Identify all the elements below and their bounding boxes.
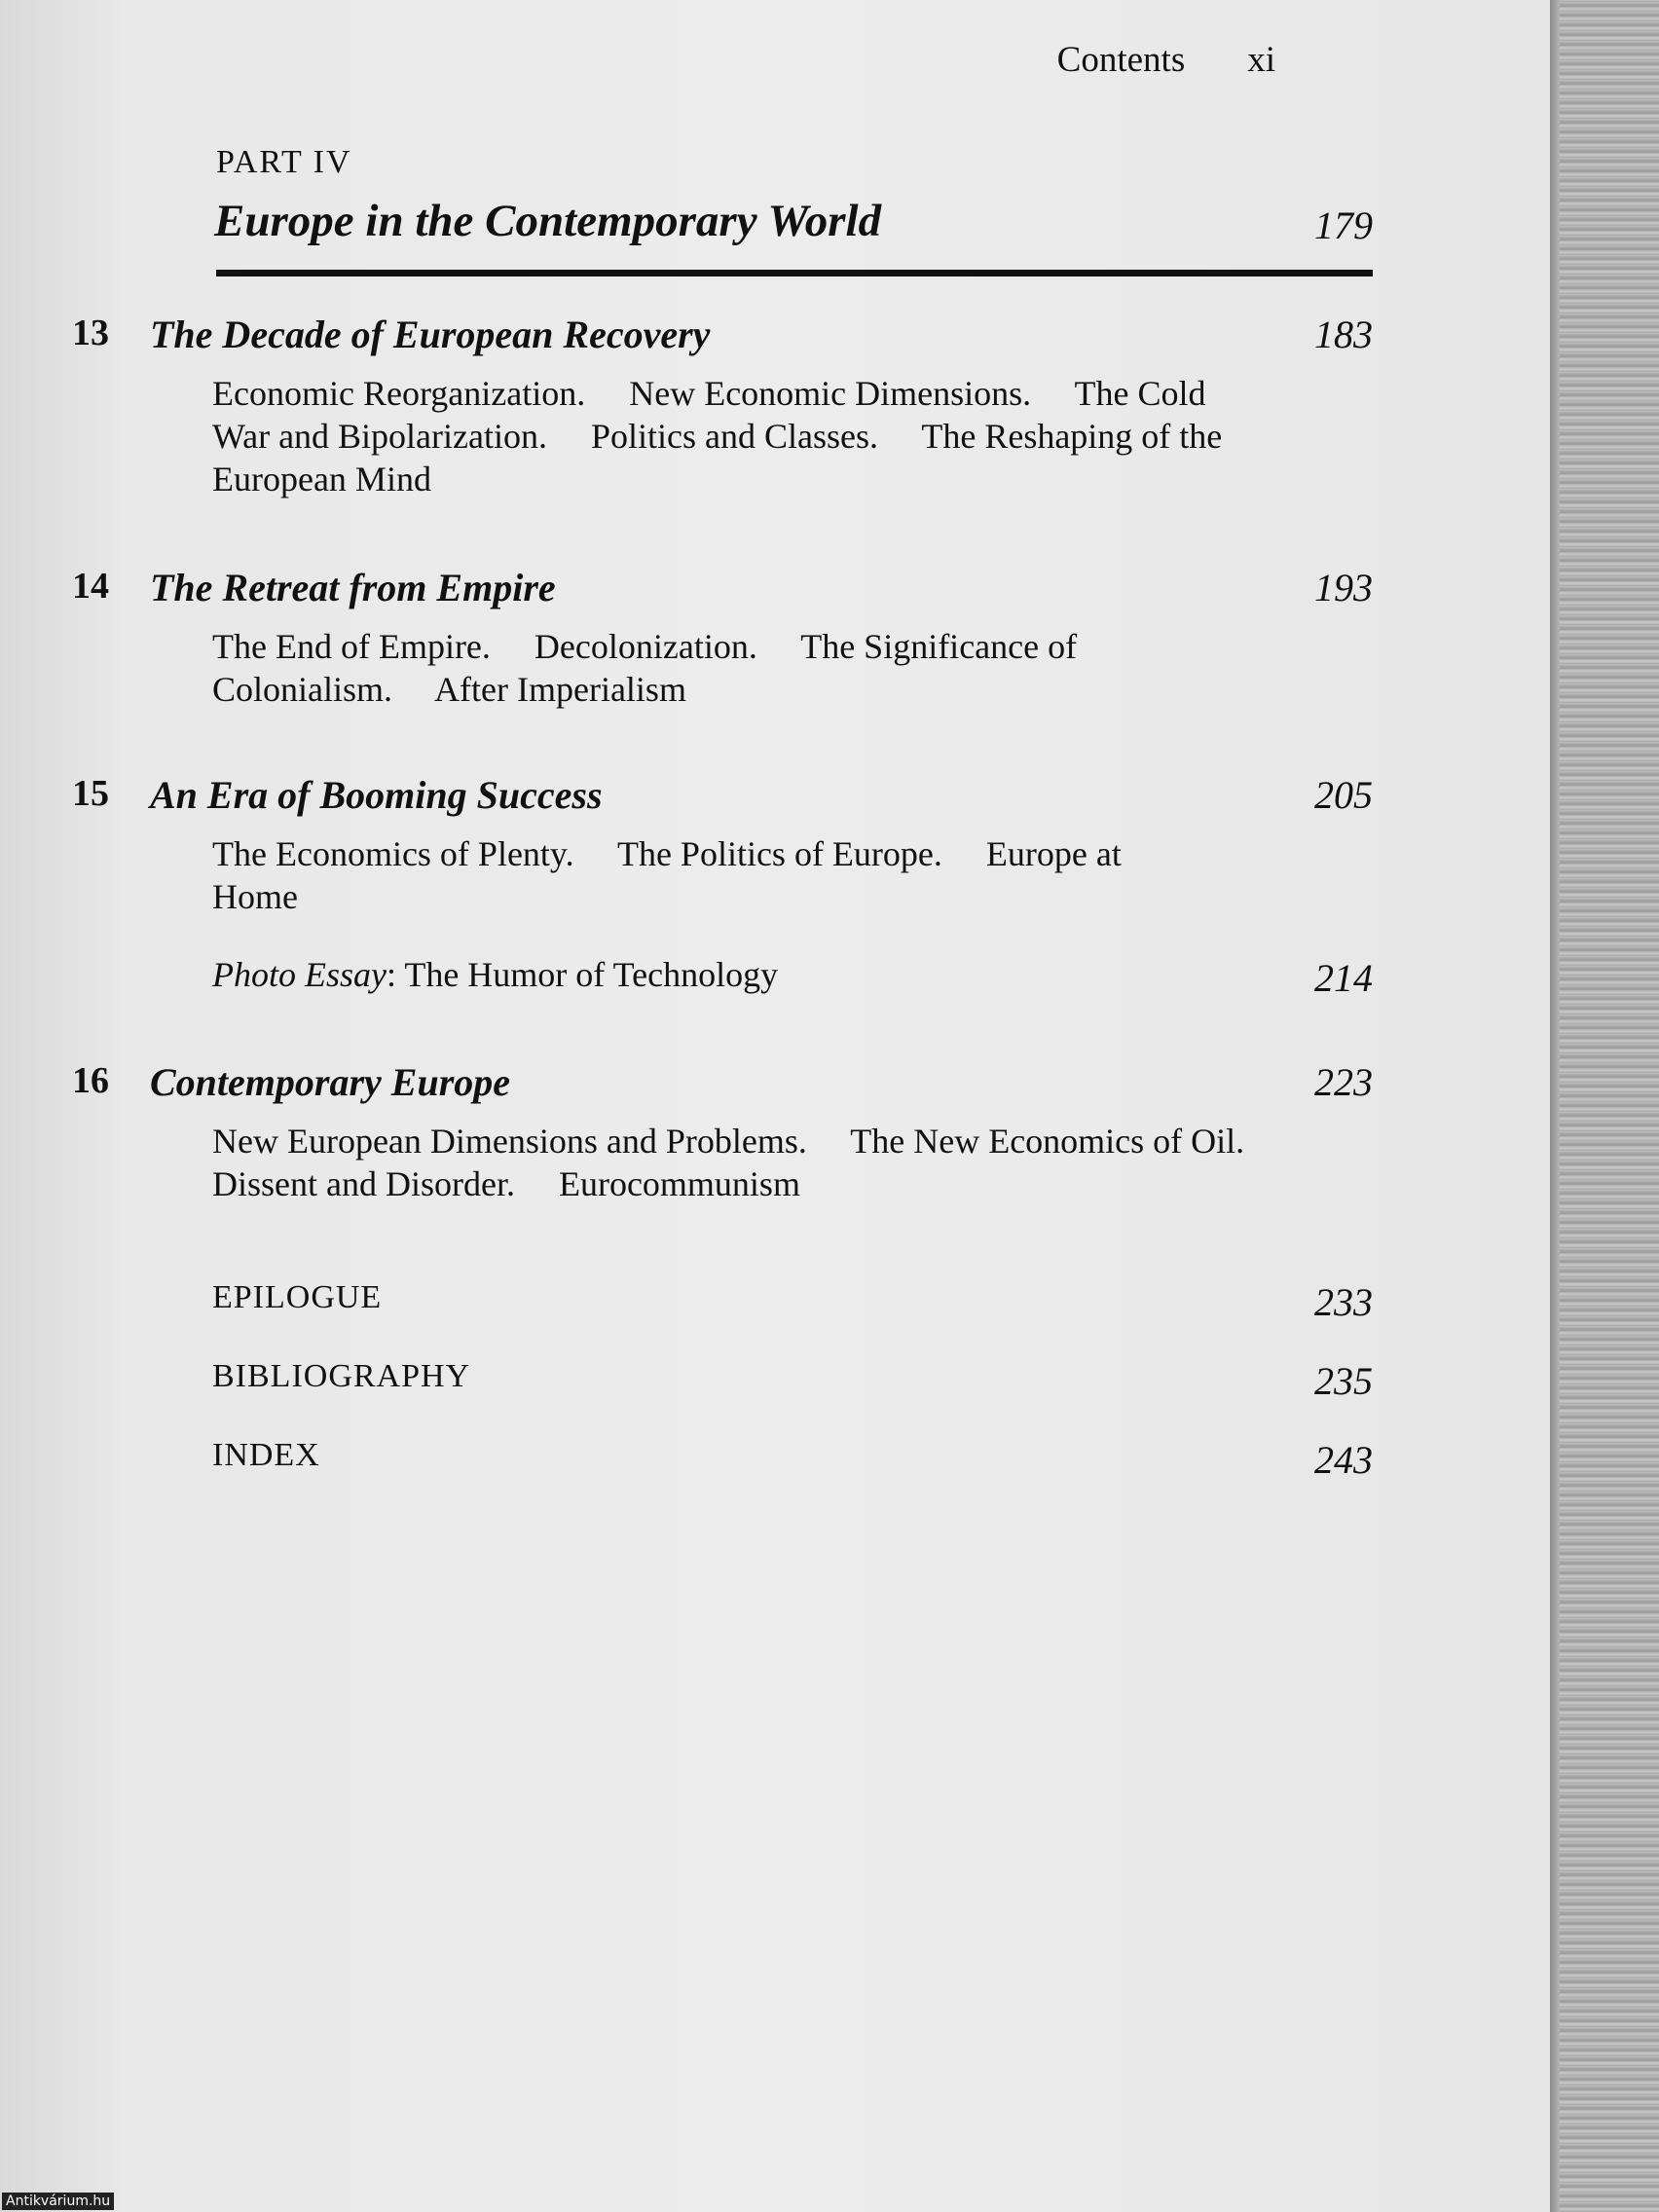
back-matter-page-number: 233 <box>1314 1280 1373 1324</box>
back-matter-page-number: 235 <box>1314 1359 1373 1403</box>
topic: Europe at Home <box>212 834 1122 916</box>
chapter-page-number: 223 <box>1314 1060 1373 1104</box>
part-rule <box>216 270 1373 276</box>
chapter-number: 16 <box>72 1060 109 1101</box>
chapter-topics <box>212 625 1225 711</box>
topic: After Imperialism <box>434 670 686 709</box>
chapter-topics <box>212 372 1225 500</box>
back-matter-label: INDEX <box>212 1437 320 1473</box>
running-head-page: xi <box>1247 40 1275 80</box>
topic: The Politics of Europe. <box>616 834 942 873</box>
running-head <box>1057 39 1275 81</box>
back-matter-label: EPILOGUE <box>212 1279 383 1315</box>
page-edge <box>1550 0 1659 2212</box>
topic: Politics and Classes. <box>591 417 878 456</box>
chapter-title: The Retreat from Empire <box>150 566 556 609</box>
part-title: Europe in the Contemporary World <box>214 196 882 246</box>
chapter-page-number: 205 <box>1314 773 1373 817</box>
topic: Eurocommunism <box>558 1164 800 1203</box>
back-matter-page-number: 243 <box>1314 1438 1373 1482</box>
topic: The Significance of Colonialism. <box>212 627 1078 709</box>
part-label: PART IV <box>216 144 352 180</box>
chapter-page-number: 193 <box>1314 566 1373 609</box>
topic: Dissent and Disorder. <box>212 1164 515 1203</box>
part-page-number: 179 <box>1314 203 1373 247</box>
chapter-title: Contemporary Europe <box>150 1060 511 1104</box>
chapter-number: 14 <box>72 566 109 607</box>
watermark: Antikvárium.hu <box>2 2193 114 2210</box>
photo-essay-title: : The Humor of Technology <box>386 955 779 994</box>
chapter-topics <box>212 1120 1303 1205</box>
running-head-title: Contents <box>1056 40 1186 80</box>
topic: New European Dimensions and Problems. <box>212 1122 807 1161</box>
photo-essay-page-number: 214 <box>1314 956 1373 1000</box>
photo-essay-label: Photo Essay <box>212 955 387 994</box>
topic: The Cold War and Bipolarization. <box>212 374 1206 456</box>
topic: The New Economics of Oil. <box>850 1122 1245 1161</box>
topic: The Economics of Plenty. <box>212 834 574 873</box>
topic: Economic Reorganization. <box>212 374 586 413</box>
chapter-topics <box>212 832 1225 918</box>
topic: New Economic Dimensions. <box>629 374 1032 413</box>
back-matter-label: BIBLIOGRAPHY <box>212 1358 471 1394</box>
chapter-title: An Era of Booming Success <box>150 773 603 817</box>
chapter-page-number: 183 <box>1314 313 1373 356</box>
topic: Decolonization. <box>534 627 757 666</box>
photo-essay-entry <box>212 953 1225 996</box>
chapter-number: 13 <box>72 313 109 353</box>
chapter-title: The Decade of European Recovery <box>150 313 711 356</box>
chapter-number: 15 <box>72 773 109 814</box>
topic: The Reshaping of the European Mind <box>212 417 1223 498</box>
topic: The End of Empire. <box>212 627 491 666</box>
